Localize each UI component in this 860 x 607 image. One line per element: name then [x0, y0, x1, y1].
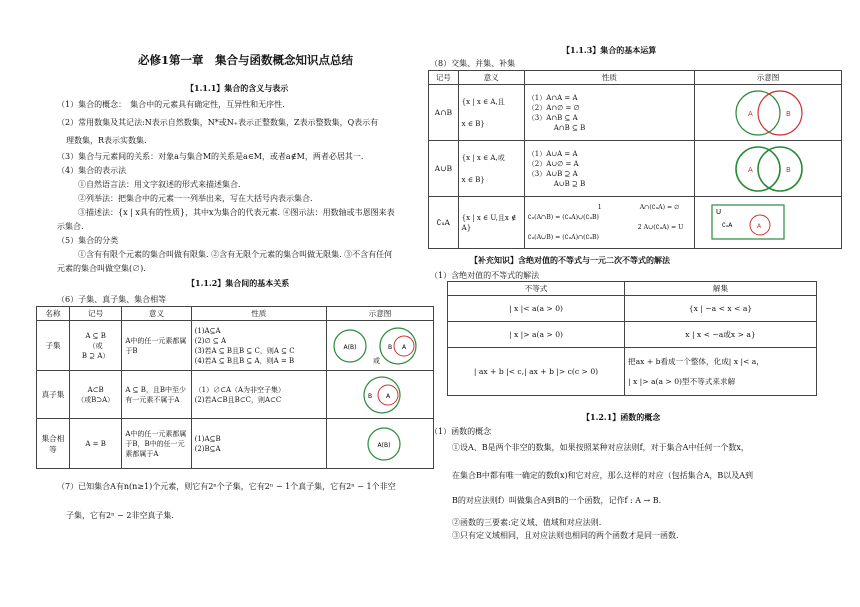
text-line: 理数集，R表示实数集. [66, 136, 147, 145]
section-heading-1-1-3: 【1.1.3】集合的基本运算 [562, 45, 657, 55]
cell-solution [625, 348, 817, 396]
venn-label: 或 [373, 356, 380, 365]
cell-meaning [458, 85, 524, 141]
cell-notation: A∩B [429, 85, 459, 141]
text-line: （7）已知集合A有n(n≥1)个元素，则它有2ⁿ个子集，它有2ⁿ − 1个真子集，它有2ⁿ − 1个非空 [57, 482, 396, 491]
text-line: ①含有有限个元素的集合叫做有限集. ②含有无限个元素的集合叫做无限集. ③不含有任何 [78, 250, 393, 259]
notation-line: A = B [85, 439, 106, 448]
venn-label: A [748, 165, 753, 174]
cell-meaning: A中的任一元素都属于B [122, 321, 191, 371]
prop-line: （3）A∩B ⊆ A [527, 113, 578, 122]
table-row [448, 322, 817, 348]
column-header: 意义 [122, 307, 191, 321]
cell-inequality: | x |> a(a > 0) [448, 322, 625, 348]
venn-label: B [786, 165, 791, 174]
venn-label: A [748, 109, 753, 118]
text-line: ③只有定义域相同，且对应法则也相同的两个函数才是同一函数. [452, 531, 679, 540]
cell-meaning [458, 141, 524, 197]
prop-line: （2）A∪∅ = A [527, 159, 579, 168]
venn-proper-subset-diagram [330, 373, 430, 417]
text-line: 子集，它有2ⁿ − 2非空真子集. [66, 511, 174, 520]
cell-name: 集合相等 [37, 419, 70, 469]
prop-line: (2)B⊆A [194, 444, 221, 453]
notation-line: B ⊇ A） [81, 351, 110, 360]
prop-line: （1）∅⊂A（A为非空子集） [194, 385, 286, 394]
cell-solution: {x | −a < x < a} [625, 296, 817, 322]
table-caption: （8）交集、并集、补集 [430, 59, 516, 68]
table-row [37, 371, 434, 419]
text-line: 示集合. [57, 222, 84, 231]
column-header: 性质 [191, 307, 326, 321]
text-line: （5）集合的分类 [57, 236, 119, 245]
cell-inequality: | x |< a(a > 0) [448, 296, 625, 322]
text-line: 在集合B中都有唯一确定的数f(x)和它对应，那么这样的对应（包括集合A，B以及A到 [452, 471, 754, 480]
cell-diagram [695, 197, 842, 249]
cell-meaning: A中的任一元素都属于B，B中的任一元素都属于A [122, 419, 191, 469]
venn-subset-diagram [330, 323, 430, 369]
text-line: ③描述法：{x | x具有的性质}，其中x为集合的代表元素. ④图示法：用数轴或韦恩图来表 [78, 208, 395, 217]
text-line: （3）集合与元素间的关系：对象a与集合M的关系是a∈M，或者a∉M，两者必居其一. [57, 152, 364, 161]
table-row [429, 141, 842, 197]
venn-label: A [757, 222, 762, 230]
cell-notation [69, 321, 121, 371]
cell-notation: A∪B [429, 141, 459, 197]
venn-label: B [368, 392, 373, 400]
cell-props [191, 371, 326, 419]
prop-line: (2)∅ ⊆ A [194, 336, 227, 345]
notation-line: （或B⊃A） [77, 395, 115, 404]
column-header: 名称 [37, 307, 70, 321]
text-line: ①自然语言法：用文字叙述的形式来描述集合. [78, 180, 241, 189]
notation-line: A ⊆ B [85, 331, 106, 340]
table-caption: （1）含绝对值的不等式的解法 [430, 271, 540, 280]
cell-props [191, 419, 326, 469]
text-line: B的对应法则f）叫做集合A到B的一个函数，记作f : A → B. [452, 496, 662, 505]
text-line: （2）常用数集及其记法:N表示自然数集，N*或N₊表示正整数集，Z表示整数集，Q表示有 [57, 118, 379, 127]
text-line: ①设A、B是两个非空的数集，如果按照某种对应法则f，对于集合A中任何一个数x， [452, 443, 749, 452]
prop-line: (1)A⊆A [194, 326, 221, 335]
venn-label: A(B) [343, 343, 357, 351]
column-header: 不等式 [448, 282, 625, 296]
table-row [448, 296, 817, 322]
text-line: ②函数的三要素:定义域、值域和对应法则. [452, 518, 602, 527]
cell-diagram [695, 85, 842, 141]
text-line: （1）函数的概念 [430, 427, 492, 436]
venn-label: A [402, 343, 407, 351]
meaning-line: x ∈ B} [461, 119, 485, 128]
prop-line: （1）A∩A = A [527, 93, 578, 102]
subset-table [36, 306, 434, 469]
venn-label: B [786, 109, 791, 118]
table-row [37, 321, 434, 371]
prop-line: （2）A∩∅ = ∅ [527, 103, 580, 112]
set-operations-table [428, 70, 842, 249]
text-line: 元素的集合叫做空集(∅). [57, 264, 146, 273]
prop-line: (1)A⊆B [194, 434, 221, 443]
column-header: 记号 [429, 71, 459, 85]
prop-line: (3)若A ⊆ B且B ⊆ C，则A ⊆ C [194, 346, 295, 355]
table-row [448, 348, 817, 396]
prop-line: (4)若A ⊆ B且B ⊆ A，则A = B [194, 356, 295, 365]
notation-line: （或 [88, 341, 103, 350]
section-heading-1-2-1: 【1.2.1】函数的概念 [582, 412, 661, 422]
venn-label: ∁ᵤA [722, 221, 733, 229]
table-header-row [448, 282, 817, 296]
cell-notation [69, 371, 121, 419]
column-header: 示意图 [695, 71, 842, 85]
column-header: 记号 [69, 307, 121, 321]
cell-props [524, 197, 694, 249]
table-row [37, 419, 434, 469]
column-header: 示意图 [327, 307, 434, 321]
column-header: 意义 [458, 71, 524, 85]
cell-diagram [327, 371, 434, 419]
prop-line: 2 A∪(∁ᵤA) = U [637, 223, 684, 231]
venn-label: A(B) [377, 441, 391, 449]
venn-label: A [386, 392, 391, 400]
venn-union-diagram [698, 143, 838, 195]
section-heading-supplement: 【补充知识】含绝对值的不等式与一元二次不等式的解法 [470, 255, 670, 265]
prop-line: 1 [597, 203, 602, 211]
cell-meaning: {x | x ∈ U,且x ∉ A} [458, 197, 524, 249]
column-header: 性质 [524, 71, 694, 85]
venn-label: B [388, 343, 393, 351]
cell-diagram [327, 321, 434, 371]
prop-line: A∪B ⊇ B [553, 179, 586, 188]
cell-notation: ∁ᵤA [429, 197, 459, 249]
cell-inequality: | ax + b |< c,| ax + b |> c(c > 0) [448, 348, 625, 396]
abs-inequality-table [447, 281, 817, 396]
meaning-line: {x | x ∈ A,或 [461, 153, 505, 162]
table-caption: （6）子集、真子集、集合相等 [57, 295, 167, 304]
cell-meaning: A ⊆ B，且B中至少有一元素不属于A [122, 371, 191, 419]
venn-label: U [716, 207, 722, 216]
venn-complement-diagram [698, 201, 838, 245]
venn-equal-diagram [330, 422, 430, 466]
cell-solution: x | x < −a或x > a} [625, 322, 817, 348]
prop-line: ∁ᵤ(A∩B) = (∁ᵤA)∪(∁ᵤB) [527, 213, 599, 221]
prop-line: （3）A∪B ⊇ A [527, 169, 578, 178]
page-title: 必修1第一章 集合与函数概念知识点总结 [138, 53, 353, 67]
meaning-line: x ∈ B} [461, 175, 485, 184]
section-heading-1-1-1: 【1.1.1】集合的含义与表示 [186, 83, 289, 93]
cell-notation [69, 419, 121, 469]
cell-props [524, 85, 694, 141]
cell-props [524, 141, 694, 197]
table-header-row [429, 71, 842, 85]
text-line: （4）集合的表示法 [57, 166, 127, 175]
prop-line: （1）A∪A = A [527, 149, 578, 158]
cell-diagram [695, 141, 842, 197]
table-header-row [37, 307, 434, 321]
prop-line: ∁ᵤ(A∪B) = (∁ᵤA)∩(∁ᵤB) [527, 233, 599, 241]
cell-name: 子集 [37, 321, 70, 371]
prop-line: (2)若A⊂B且B⊂C，则A⊂C [194, 395, 282, 404]
solution-line: 把ax + b看成一个整体，化成| x |< a， [628, 356, 764, 366]
prop-line: A∩B ⊆ B [553, 123, 586, 132]
table-row [429, 85, 842, 141]
meaning-line: {x | x ∈ A,且 [461, 97, 505, 106]
venn-intersection-diagram [698, 87, 838, 139]
text-line: （1）集合的概念： 集合中的元素具有确定性，互异性和无序性. [57, 100, 285, 109]
text-line: ②列举法：把集合中的元素一一列举出来，写在大括号内表示集合. [78, 194, 313, 203]
table-row [429, 197, 842, 249]
cell-diagram [327, 419, 434, 469]
cell-name: 真子集 [37, 371, 70, 419]
section-heading-1-1-2: 【1.1.2】集合间的基本关系 [187, 278, 290, 288]
solution-line: | x |> a(a > 0)型不等式来求解 [628, 376, 736, 386]
cell-props [191, 321, 326, 371]
notation-line: A⊂B [87, 385, 104, 394]
prop-line: A∩(∁ᵤA) = ∅ [639, 203, 680, 211]
column-header: 解集 [625, 282, 817, 296]
